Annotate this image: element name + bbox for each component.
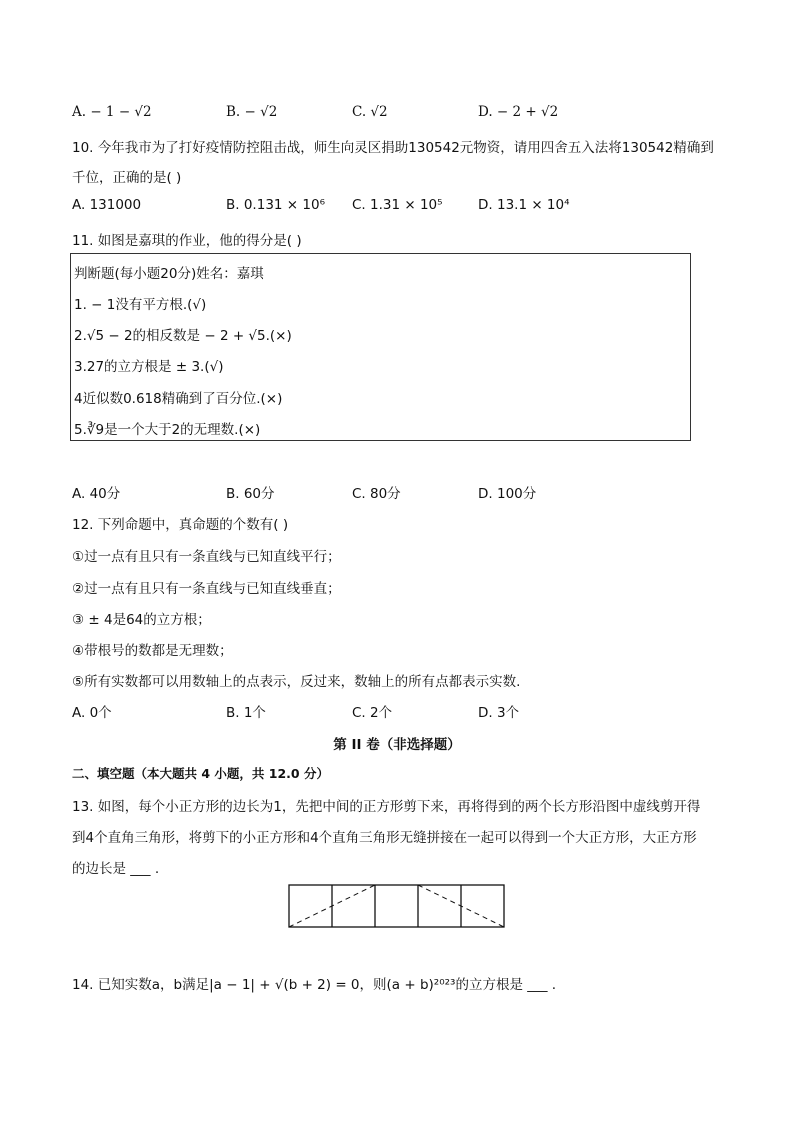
q12-option-d: D. 3个	[478, 705, 520, 721]
q9-option-a: A. − 1 − √2	[72, 104, 152, 120]
q12-option-b: B. 1个	[226, 705, 266, 721]
homework-header: 判断题(每小题20分)姓名：嘉琪	[74, 266, 264, 282]
q9-option-c: C. √2	[352, 104, 388, 120]
q12-option-c: C. 2个	[352, 705, 393, 721]
figure-outer-rect	[289, 885, 504, 927]
homework-item-2: 2.√5 − 2的相反数是 − 2 + √5.(×)	[74, 328, 292, 344]
q10-stem-line1: 10. 今年我市为了打好疫情防控阻击战，师生向灵区捐助130542元物资，请用四舍五入法将130542精确到	[72, 140, 714, 156]
section-subtitle: 二、填空题（本大题共 4 小题，共 12.0 分）	[72, 766, 329, 781]
q11-option-d: D. 100分	[478, 486, 537, 502]
homework-item-4: 4近似数0.618精确到了百分位.(×)	[74, 391, 283, 407]
q12-stem: 12. 下列命题中，真命题的个数有( )	[72, 517, 289, 533]
q11-option-a: A. 40分	[72, 486, 121, 502]
q12-item-5: ⑤所有实数都可以用数轴上的点表示，反过来，数轴上的所有点都表示实数.	[72, 674, 521, 690]
homework-item-1: 1. − 1没有平方根.(√)	[74, 297, 207, 313]
q12-option-a: A. 0个	[72, 705, 112, 721]
q12-item-1: ①过一点有且只有一条直线与已知直线平行；	[72, 549, 341, 565]
homework-item-3: 3.27的立方根是 ± 3.(√)	[74, 359, 224, 375]
q12-item-3: ③ ± 4是64的立方根；	[72, 612, 211, 628]
q13-figure	[288, 884, 506, 928]
q12-item-4: ④带根号的数都是无理数；	[72, 643, 233, 659]
section-title: 第 II 卷（非选择题）	[333, 737, 461, 753]
q10-option-c: C. 1.31 × 10⁵	[352, 197, 443, 213]
q9-option-b: B. − √2	[226, 104, 278, 120]
homework-item-5: 5.∛9是一个大于2的无理数.(×)	[74, 422, 261, 438]
q13-stem-line2: 到4个直角三角形，将剪下的小正方形和4个直角三角形无缝拼接在一起可以得到一个大正方形，大正方形	[72, 830, 697, 846]
q11-option-b: B. 60分	[226, 486, 275, 502]
q11-option-c: C. 80分	[352, 486, 401, 502]
q13-stem-line3: 的边长是 ___ .	[72, 861, 160, 877]
q11-stem: 11. 如图是嘉琪的作业，他的得分是( )	[72, 233, 302, 249]
q10-option-b: B. 0.131 × 10⁶	[226, 197, 325, 213]
q12-item-2: ②过一点有且只有一条直线与已知直线垂直；	[72, 581, 341, 597]
q10-option-a: A. 131000	[72, 197, 142, 213]
q10-stem-line2: 千位，正确的是( )	[72, 170, 182, 186]
q13-stem-line1: 13. 如图，每个小正方形的边长为1，先把中间的正方形剪下来，再将得到的两个长方形沿图中虚线剪开得	[72, 799, 701, 815]
q9-option-d: D. − 2 + √2	[478, 104, 559, 120]
q10-option-d: D. 13.1 × 10⁴	[478, 197, 570, 213]
q14-stem: 14. 已知实数a，b满足|a − 1| + √(b + 2) = 0，则(a + b)²⁰²³的立方根是 ___ .	[72, 977, 557, 993]
